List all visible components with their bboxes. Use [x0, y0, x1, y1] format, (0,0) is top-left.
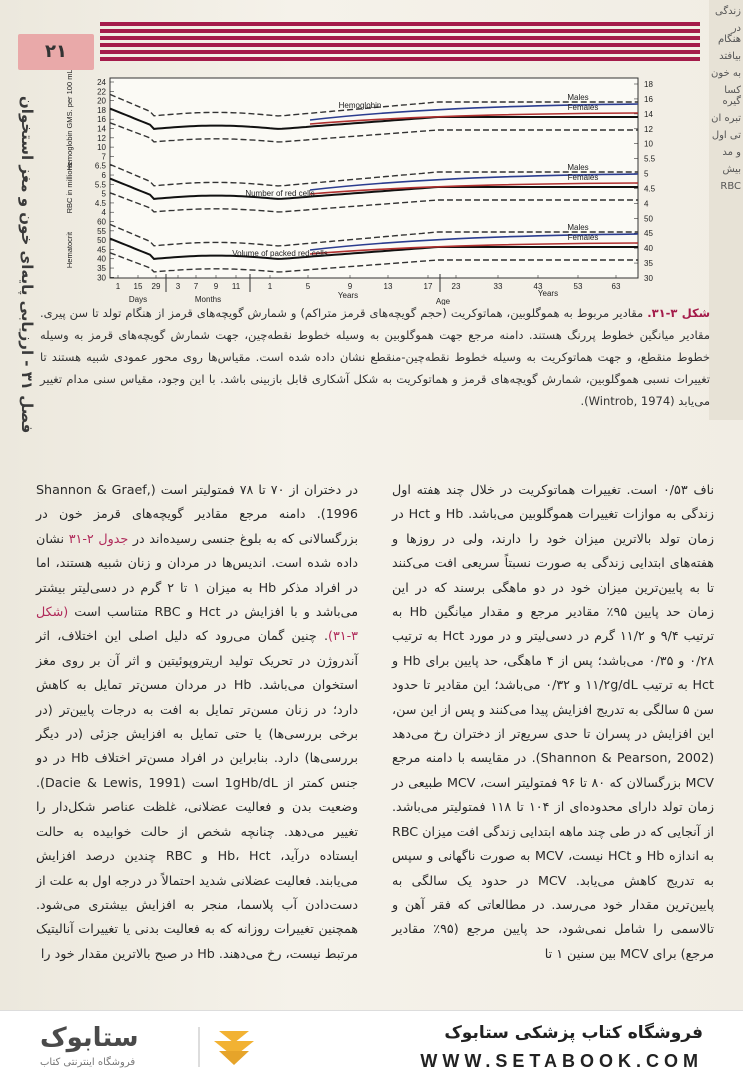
y-tick-left: 6.5 — [94, 161, 106, 171]
table-reference-link: جدول ۲-۳۱ — [68, 530, 129, 546]
x-group-label-months: Months — [194, 295, 222, 304]
x-group-label-days: Days — [128, 295, 148, 304]
paragraph-right: ناف ۰/۵۳ است. تغییرات هماتوکریت در خلال چند هفته اول زندگی به موازات تغییرات هموگلوبین می‌باشد. Hb و Hct در زمان تولد بالاترین میزان خود را دارند، ولی در روزها و هفته‌های ابتدایی زندگی به صورت نسبتاً سریعی افت می‌کنند تا به پایین‌ترین میزان خود در دو ماهگی برسند که در این زمان حد پایین ۹۵٪ مقادیر مرجع و مقدار میانگین Hb به ترتیب ۹/۴ و ۱۱/۲ گرم در دسی‌لیتر و در مورد Hct به ترتیب ۰/۲۸ و ۰/۳۵ می‌باشد؛ پس از ۴ ماهگی، حد پایین برای Hb و Hct به ترتیب ۱۱/۲g/dL و ۰/۳۲ می‌باشد؛ این مقادیر تا حدود سن ۵ سالگی به تدریج افزایش پیدا می‌کنند و پس از این سن، این افزایش در پسران تا حدی سریع‌تر از دختران رخ می‌دهد (Shannon & Pearson, 2002). در مقایسه با دامنه مرجع MCV بزرگسالان که ۸۰ تا ۹۶ فمتولیتر است، MCV طبیعی در زمان تولد دارای محدوده‌ای از ۱۰۴ تا ۱۱۸ فمتولیتر می‌باشد. از آنجایی که در طی چند ماهه ابتدایی زندگی افت میزان RBC به اندازه Hb و HCt نیست، MCV به صورت ناگهانی و سپس به تدریج کاهش می‌یابد. MCV در حدود یک سالگی به پایین‌ترین مقدار خود می‌رسد. در مطالعاتی که فقر آهن و تالاسمی را شامل نمی‌شود، حد پایین مرجع (۹۵٪ مقادیر مرجع) برای MCV بین سنین ۱ تا — [392, 482, 715, 961]
x-group-label-age: Age — [435, 297, 451, 305]
y-tick-left: 10 — [97, 143, 106, 153]
x-tick-label: 7 — [193, 282, 199, 291]
y-tick-right: 14 — [644, 109, 653, 119]
paragraph-left-2: نشان داده شده است. اندیس‌ها در مردان و زنان شبیه هستند، اما در افراد مذکر Hb به میزان ۱ تا ۲ گرم در دسی‌لیتر بیشتر می‌باشد و با افزایش در Hct و RBC متناسب است — [36, 530, 358, 620]
x-tick-label: 43 — [533, 282, 543, 291]
margin-fragment: کسا گیره — [722, 85, 741, 107]
y-tick-left: 50 — [97, 236, 106, 246]
x-tick-label: 33 — [493, 282, 503, 291]
margin-fragment: و مد — [722, 147, 741, 158]
chapter-side-title: فصل ۳۱ - ارزیابی پایه‌ای خون و مغز استخوان — [18, 96, 36, 434]
margin-fragment: در هنگام — [717, 23, 741, 45]
y-tick-left: 6 — [101, 171, 106, 181]
margin-fragment: به خون — [710, 68, 741, 79]
y-tick-left: 5 — [101, 189, 106, 199]
x-tick-label: 9 — [213, 282, 219, 291]
y-tick-left: 30 — [97, 273, 106, 283]
y-axis-label: Hemoglobin GMS. per 100 mL — [65, 70, 74, 171]
y-tick-left: 55 — [97, 226, 106, 236]
y-tick-right: 10 — [644, 139, 653, 149]
x-group-label-years: Years — [337, 291, 359, 300]
margin-fragment: تبره ان — [711, 113, 741, 124]
y-tick-left: 35 — [97, 264, 106, 274]
x-tick-label: 9 — [347, 282, 353, 291]
y-tick-right: 5.5 — [644, 154, 656, 164]
x-tick-label: 53 — [573, 282, 583, 291]
y-tick-right: 45 — [644, 229, 653, 239]
x-tick-label: 15 — [133, 282, 143, 291]
x-tick-label: 17 — [423, 282, 433, 291]
chart-svg — [38, 70, 688, 305]
margin-fragment: تی اول — [711, 130, 741, 141]
x-tick-label: 63 — [611, 282, 621, 291]
y-tick-right: 40 — [644, 244, 653, 254]
figure-caption — [40, 302, 710, 412]
caption-text: مقادیر مربوط به هموگلوبین، هماتوکریت (حجم گویچه‌های قرمز متراکم) و شمارش گویچه‌های قرمز از هنگام تولد تا سن پیری. مقادیر میانگین خطوط پررنگ هستند. دامنه مرجع جهت هموگلوبین به وسیله خطوط نقطه‌چین، جهت شمارش گویچه‌های قرمز به وسیله خطوط منقطع، و جهت هماتوکریت به وسیله خطوط نقطه‌چین-منقطع نشان داده شده است. مقیاس‌ها روی محور عمودی شبیه هستند تا تغییرات نسبی هموگلوبین، شمارش گویچه‌های قرمز و هماتوکریت به شکل آشکاری قابل بازبینی باشد. با این وجود، مقیاس سنی مدام تغییر می‌یابد (Wintrob, 1974). — [40, 306, 710, 408]
series-label: Number of red cells — [245, 189, 315, 198]
legend-label-females: Females — [567, 103, 599, 112]
legend-label-males: Males — [567, 223, 589, 232]
y-tick-right: 4.5 — [644, 184, 656, 194]
x-tick-label: 13 — [383, 282, 393, 291]
y-tick-right: 30 — [644, 274, 653, 283]
y-axis-label: Hematocrit — [65, 231, 74, 269]
x-tick-label: 1 — [267, 282, 273, 291]
y-tick-left: 60 — [97, 217, 106, 227]
y-tick-left: 22 — [97, 87, 106, 97]
adjacent-page-margin — [709, 0, 743, 420]
legend-label-females: Females — [567, 233, 599, 242]
series-label: Hemoglobin — [338, 101, 382, 110]
y-tick-left: 40 — [97, 254, 106, 264]
x-tick-label: 23 — [451, 282, 461, 291]
page-number: ۲۱ — [18, 34, 94, 70]
shop-url[interactable]: WWW.SETABOOK.COM — [420, 1051, 703, 1071]
text-column-right — [392, 478, 714, 966]
legend-label-males: Males — [567, 163, 589, 172]
y-tick-right: 4 — [644, 199, 649, 209]
y-tick-left: 24 — [97, 78, 106, 87]
legend-label-females: Females — [567, 173, 599, 182]
y-tick-left: 4.5 — [94, 198, 106, 208]
y-tick-right: 5 — [644, 169, 649, 179]
y-tick-right: 18 — [644, 80, 653, 89]
series-label: Volume of packed red cells — [232, 249, 328, 258]
blood-values-chart — [38, 70, 688, 310]
text-column-left — [36, 478, 358, 966]
x-tick-label: 1 — [115, 282, 121, 291]
store-banner — [0, 1010, 743, 1081]
y-tick-left: 4 — [101, 208, 106, 218]
y-tick-right: 35 — [644, 259, 653, 269]
y-tick-left: 14 — [97, 124, 106, 134]
x-tick-label: 11 — [231, 282, 241, 291]
y-tick-left: 7 — [101, 152, 106, 162]
y-tick-left: 16 — [97, 115, 106, 125]
caption-label: شکل ۳-۳۱. — [647, 306, 711, 320]
y-tick-right: 50 — [644, 214, 653, 224]
brand-name: ستابوک — [40, 1023, 139, 1053]
figure-reference-link: (شکل ۳-۳۱) — [36, 604, 358, 644]
margin-fragment: RBC — [720, 181, 741, 192]
x-tick-label: 5 — [305, 282, 311, 291]
brand-subtitle: فروشگاه اینترنتی کتاب — [40, 1057, 136, 1068]
y-tick-left: 18 — [97, 105, 106, 115]
margin-fragment: بیافتد — [719, 51, 741, 62]
margin-fragment: بیش — [722, 164, 741, 175]
y-axis-label: RBC in millions — [65, 162, 74, 214]
y-tick-left: 20 — [97, 96, 106, 106]
x-group-label-years-adult: Years — [537, 289, 559, 298]
y-tick-right: 12 — [644, 124, 653, 134]
y-tick-left: 12 — [97, 133, 106, 143]
shop-title: فروشگاه کتاب پزشکی ستابوک — [444, 1023, 703, 1043]
y-tick-left: 45 — [97, 245, 106, 255]
margin-fragment: زندگی — [715, 6, 741, 17]
header-stripes — [100, 22, 700, 68]
x-tick-label: 3 — [175, 282, 181, 291]
paragraph-left-3: . چنین گمان می‌رود که دلیل اصلی این اختلاف، اثر آندروژن در تحریک تولید اریتروپوئیتین و اثر آن بر روی مغز استخوان می‌باشد. Hb در مردان مسن‌تر تمایل به کاهش دارد؛ در زنان مسن‌تر تمایل به افت به درجات پایین‌تر (در برخی بررسی‌ها) یا حتی تمایل به افزایش جزئی (در دیگر بررسی‌ها) دارد. بنابراین در افراد مسن‌تر اختلاف Hb در دو جنس کمتر از 1gHb/dL است (Dacie & Lewis, 1991). وضعیت بدن و فعالیت عضلانی، غلظت عناصر شکل‌دار را تغییر می‌دهد. چنانچه شخص از حالت خوابیده به حالت ایستاده درآید، Hb، Hct و RBC چندین درصد افزایش می‌یابند. فعالیت عضلانی شدید احتمالاً در درجه اول به علت از دست‌دادن آب پلاسما، منجر به افزایش بیشتری می‌شود. همچنین تغییرات روزانه که به فعالیت بدنی یا تغییرات آنالیتیک مرتبط نیست، رخ می‌دهند. Hb در صبح بالاترین مقدار خود را — [35, 628, 359, 961]
x-tick-label: 29 — [151, 282, 161, 291]
paragraph-left-1: در دختران از ۷۰ تا ۷۸ فمتولیتر است (Shannon & Graef, 1996). دامنه مرجع مقادیر گویچه‌های قرمز خون در بزرگسالانی که به بلوغ جنسی رسیده‌اند در — [36, 482, 358, 546]
y-tick-left: 5.5 — [94, 180, 106, 190]
legend-label-males: Males — [567, 93, 589, 102]
y-tick-right: 16 — [644, 94, 653, 104]
